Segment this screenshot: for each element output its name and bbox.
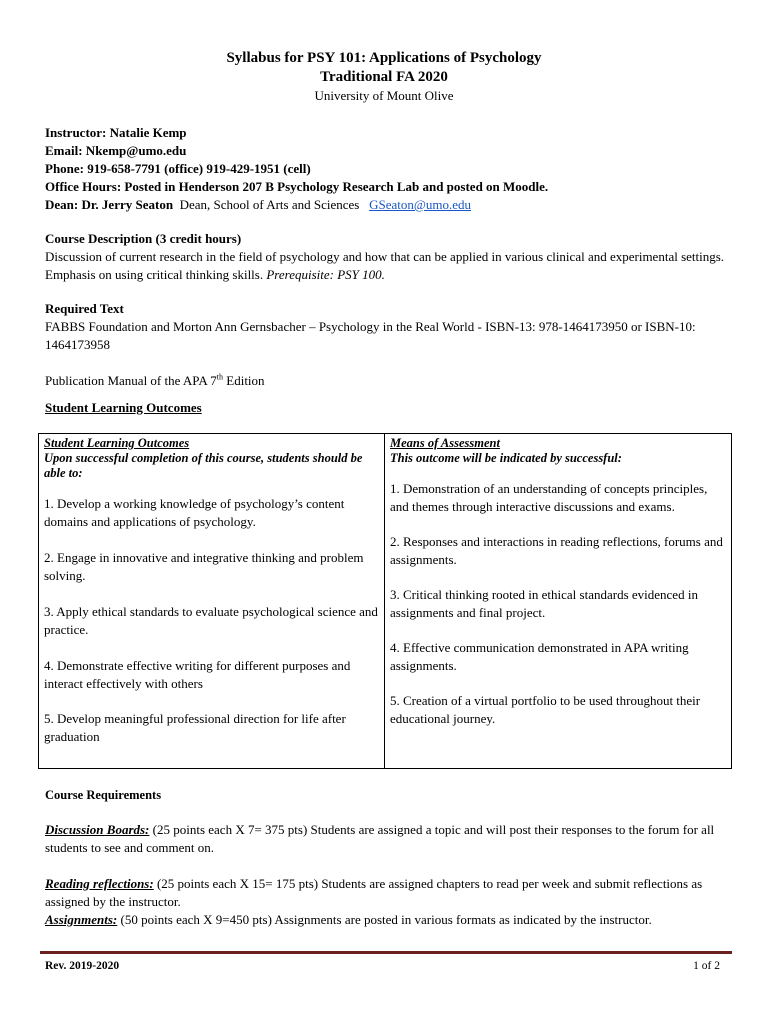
revision-label: Rev. 2019-2020 [45, 960, 120, 972]
outcomes-column-subheader: Upon successful completion of this course, students should be able to: [44, 451, 363, 480]
page-number: 1 of 2 [693, 960, 720, 972]
dean-line [45, 196, 735, 214]
slo-table [38, 433, 732, 769]
course-requirements-section [45, 786, 725, 929]
outcome-item: 4. Demonstrate effective writing for different purposes and interact effectively with others [44, 658, 351, 691]
assessment-item: 1. Demonstration of an understanding of concepts principles, and themes through interactive discussions and exams. [390, 481, 708, 514]
assessment-item: 2. Responses and interactions in reading reflections, forums and assignments. [390, 534, 723, 567]
assessment-column-subheader: This outcome will be indicated by successful: [390, 451, 622, 465]
email-line: Email: Nkemp@umo.edu [45, 143, 187, 158]
footer-rule [40, 951, 732, 954]
discussion-boards-text: (25 points each X 7= 375 pts) Students are assigned a topic and will post their responses to the forum for all students to see and comment on. [45, 822, 715, 855]
dean-name: Dean: Dr. Jerry Seaton [45, 197, 174, 212]
assessment-item: 4. Effective communication demonstrated in APA writing assignments. [390, 640, 689, 673]
discussion-boards-label: Discussion Boards: [45, 822, 150, 837]
page-title: Syllabus for PSY 101: Applications of Psychology [226, 50, 542, 66]
assignments-label: Assignments: [45, 912, 118, 927]
assessment-item: 5. Creation of a virtual portfolio to be used throughout their educational journey. [390, 693, 701, 726]
required-text-heading: Required Text [45, 301, 124, 316]
edition-superscript: th [216, 372, 224, 382]
outcomes-column-header: Student Learning Outcomes [44, 436, 190, 450]
slo-heading: Student Learning Outcomes [45, 400, 202, 415]
outcome-item: 1. Develop a working knowledge of psychology’s content domains and applications of psychology. [44, 496, 345, 529]
required-book-2 [45, 372, 725, 390]
assignments-text: (50 points each X 9=450 pts) Assignments are posted in various formats as indicated by the instructor. [117, 912, 652, 927]
reading-reflections-item [45, 875, 725, 911]
phone-line: Phone: 919-658-7791 (office) 919-429-1951 (cell) [45, 161, 311, 176]
required-book-1: FABBS Foundation and Morton Ann Gernsbacher – Psychology in the Real World - ISBN-13: 978-1464173950 or ISBN-10: 1464173958 [45, 319, 696, 352]
outcome-item: 2. Engage in innovative and integrative thinking and problem solving. [44, 550, 364, 583]
instructor-line: Instructor: Natalie Kemp [45, 125, 187, 140]
term-subtitle: Traditional FA 2020 [320, 69, 448, 85]
contact-info [45, 124, 735, 214]
course-requirements-heading: Course Requirements [45, 788, 162, 802]
institution-name: University of Mount Olive [314, 88, 454, 103]
course-description-section [45, 230, 725, 284]
dean-email-link[interactable]: GSeaton@umo.edu [369, 197, 471, 212]
course-description-body: Discussion of current research in the field of psychology and how that can be applied in various clinical and experimental settings. Emphasis on using critical thinking skills. [45, 249, 725, 282]
reading-reflections-text: (25 points each X 15= 175 pts) Students are assigned chapters to read per week and submit reflections as assigned by the instructor. [45, 876, 703, 909]
slo-heading-wrap [45, 399, 725, 417]
course-description-text [45, 248, 725, 284]
prerequisite-text: Prerequisite: PSY 100. [266, 267, 385, 282]
office-hours-line: Office Hours: Posted in Henderson 207 B Psychology Research Lab and posted on Moodle. [45, 179, 549, 194]
assessment-item: 3. Critical thinking rooted in ethical standards evidenced in assignments and final project. [390, 587, 698, 620]
assessment-column [385, 434, 732, 769]
assessment-column-header: Means of Assessment [390, 436, 500, 450]
outcome-item: 3. Apply ethical standards to evaluate psychological science and practice. [44, 604, 378, 637]
outcomes-column [39, 434, 385, 769]
outcome-item: 5. Develop meaningful professional direction for life after graduation [44, 711, 346, 744]
assignments-item [45, 911, 725, 929]
reading-reflections-label: Reading reflections: [45, 876, 154, 891]
title-block [0, 49, 768, 105]
course-description-heading: Course Description (3 credit hours) [45, 231, 242, 246]
apa-manual-title: Publication Manual of the APA 7 [45, 373, 217, 388]
dean-title: Dean, School of Arts and Sciences [173, 197, 370, 212]
edition-suffix: Edition [223, 373, 265, 388]
discussion-boards-item [45, 821, 725, 857]
required-text-section [45, 300, 725, 390]
